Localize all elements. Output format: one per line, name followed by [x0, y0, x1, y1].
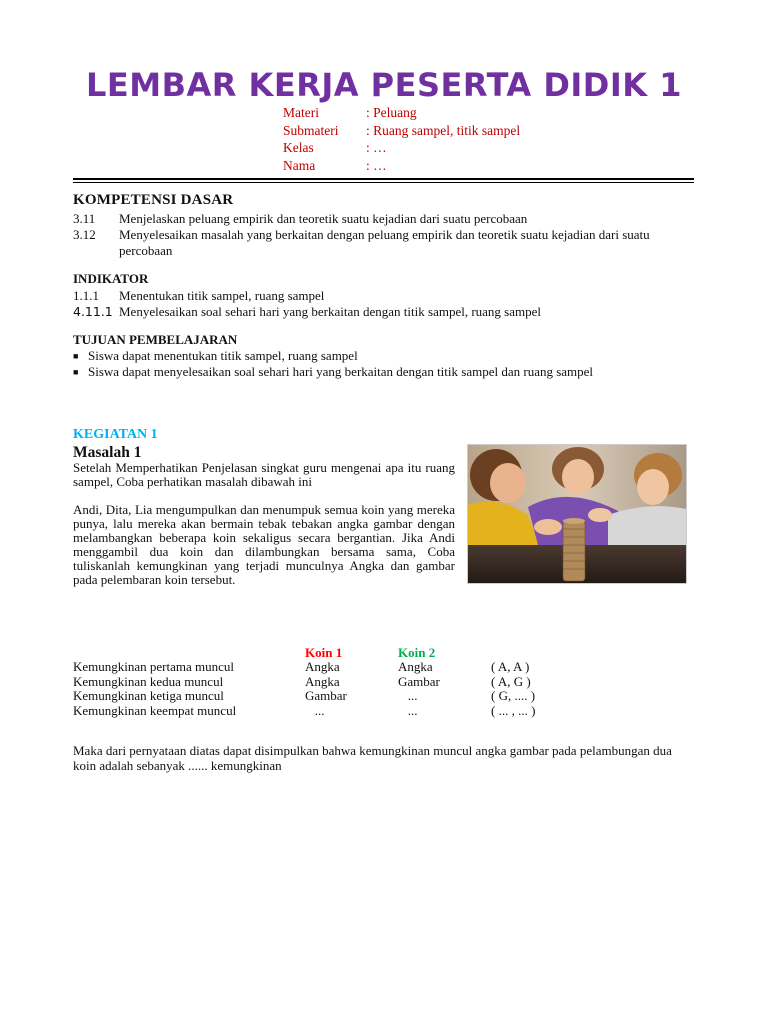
children-stacking-coins-photo — [467, 444, 687, 584]
table-cell: Gambar — [305, 688, 347, 704]
meta-label: Submateri — [283, 122, 339, 138]
square-bullet-icon: ■ — [73, 367, 79, 377]
tujuan-text: Siswa dapat menyelesaikan soal sehari hari yang berkaitan dengan titik sampel dan ruang sampel — [88, 364, 594, 379]
meta-value: : … — [366, 157, 387, 173]
meta-value: : Ruang sampel, titik sampel — [366, 122, 521, 138]
table-cell: ( A, A ) — [491, 659, 530, 675]
indikator-heading: INDIKATOR — [73, 271, 149, 286]
square-bullet-icon: ■ — [73, 351, 79, 361]
meta-row-submateri — [283, 122, 520, 140]
meta-label: Materi — [283, 105, 319, 120]
indikator-number: 4.11.1 — [73, 304, 113, 319]
conclusion-paragraph: Maka dari pernyataan diatas dapat disimpulkan bahwa kemungkinan muncul angka gambar pada pelambungan dua koin adalah sebanyak ...... kemungkinan — [73, 743, 672, 773]
table-cell: Angka — [305, 673, 340, 689]
meta-row-kelas — [283, 139, 520, 157]
intro-paragraph: Setelah Memperhatikan Penjelasan singkat guru mengenai apa itu ruang sampel, Coba perhatikan masalah dibawah ini — [73, 460, 455, 489]
indikator-item — [73, 288, 703, 304]
table-cell: Kemungkinan ketiga muncul — [73, 688, 224, 704]
indikator-item — [73, 304, 703, 320]
header-divider-thick — [73, 178, 694, 180]
kompetensi-text: Menyelesaikan masalah yang berkaitan dengan peluang empirik dan teoretik suatu kejadian dari suatu percobaan — [119, 227, 650, 258]
table-cell: ... — [398, 702, 418, 718]
header-divider-thin — [73, 182, 694, 183]
page-title: LEMBAR KERJA PESERTA DIDIK 1 — [86, 66, 682, 104]
kompetensi-item — [73, 211, 703, 227]
meta-label: Kelas — [283, 140, 314, 155]
kompetensi-number: 3.12 — [73, 227, 96, 242]
indikator-list — [73, 288, 703, 320]
table-cell: ( ... , ... ) — [491, 702, 536, 718]
tujuan-heading: TUJUAN PEMBELAJARAN — [73, 332, 238, 347]
table-cell: ( A, G ) — [491, 673, 531, 689]
table-cell: Kemungkinan pertama muncul — [73, 659, 235, 675]
table-cell: Angka — [398, 659, 433, 675]
meta-row-nama — [283, 157, 520, 175]
table-cell: Kemungkinan kedua muncul — [73, 673, 224, 689]
table-cell: ... — [305, 702, 325, 718]
column-header-koin1: Koin 1 — [305, 645, 343, 660]
table-cell: Kemungkinan keempat muncul — [73, 702, 237, 718]
meta-row-materi — [283, 104, 520, 122]
column-header-koin2: Koin 2 — [398, 645, 436, 660]
meta-block — [283, 104, 520, 174]
meta-value: : Peluang — [366, 105, 417, 120]
kompetensi-list — [73, 211, 703, 259]
meta-value: : … — [366, 140, 387, 155]
kompetensi-text: Menjelaskan peluang empirik dan teoretik suatu kejadian dari suatu percobaan — [119, 211, 528, 226]
table-cell: ... — [398, 688, 418, 704]
indikator-text: Menentukan titik sampel, ruang sampel — [119, 288, 325, 303]
tujuan-list — [73, 348, 703, 380]
tujuan-item — [73, 364, 703, 380]
meta-label: Nama — [283, 157, 316, 173]
kompetensi-heading: KOMPETENSI DASAR — [73, 192, 234, 208]
kompetensi-item — [73, 227, 703, 259]
table-cell: Angka — [305, 659, 340, 675]
table-cell: ( G, .... ) — [491, 688, 536, 704]
tujuan-text: Siswa dapat menentukan titik sampel, ruang sampel — [88, 348, 358, 363]
tujuan-item — [73, 348, 703, 364]
indikator-number: 1.1.1 — [73, 288, 99, 303]
kompetensi-number: 3.11 — [73, 211, 96, 226]
problem-paragraph: Andi, Dita, Lia mengumpulkan dan menumpuk semua koin yang mereka punya, lalu mereka akan bermain tebak tebakan angka gambar dengan melambangkan beberapa koin sekaligus secara bergantian. Jika Andi menggambil dua koin dan dilambungkan bersama sama, Coba tuliskanlah kemungkinan yang terjadi munculnya Angka dan gambar pada pelembaran koin tersebut. — [73, 502, 455, 587]
table-cell: Gambar — [398, 673, 440, 689]
kegiatan-heading: KEGIATAN 1 — [73, 427, 158, 442]
indikator-text: Menyelesaikan soal sehari hari yang berkaitan dengan titik sampel, ruang sampel — [119, 304, 541, 319]
masalah-heading: Masalah 1 — [73, 444, 142, 461]
